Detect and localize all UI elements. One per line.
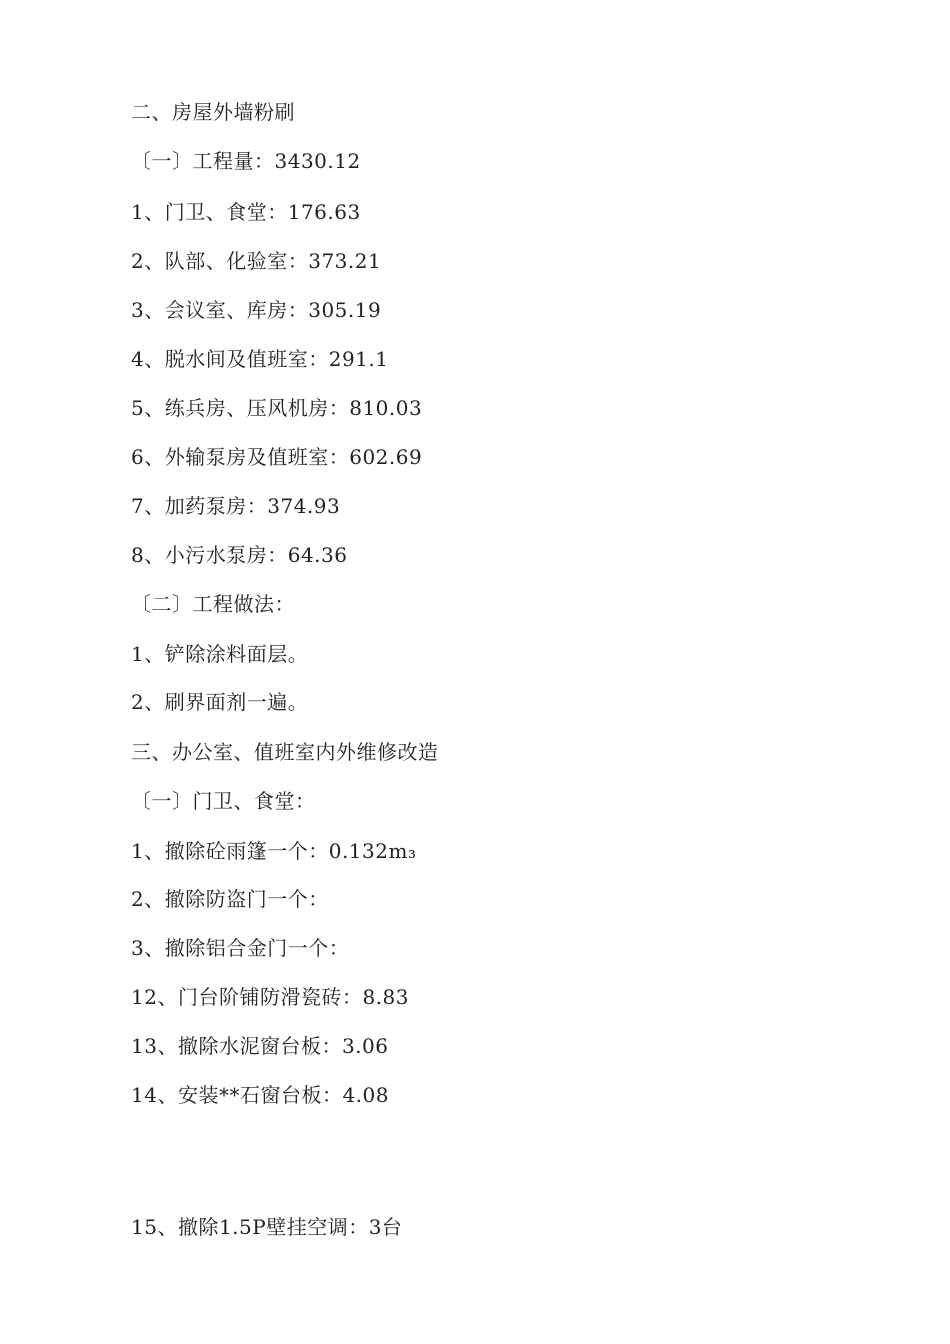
list-item: 8、小污水泵房：64.36 — [131, 543, 348, 567]
list-item: 13、撤除水泥窗台板：3.06 — [131, 1034, 389, 1058]
section-heading-office-renovation: 三、办公室、值班室内外维修改造 — [131, 740, 439, 764]
list-item: 1、撤除砼雨篷一个：0.132m₃ — [131, 839, 417, 863]
list-item: 1、门卫、食堂：176.63 — [131, 200, 361, 224]
list-item: 6、外输泵房及值班室：602.69 — [131, 445, 423, 469]
subheading-gatehouse-canteen: 〔一〕门卫、食堂： — [131, 789, 316, 813]
subheading-quantity: 〔一〕工程量：3430.12 — [131, 149, 361, 173]
list-item: 5、练兵房、压风机房：810.03 — [131, 396, 423, 420]
list-item: 1、铲除涂料面层。 — [131, 642, 309, 666]
list-item: 4、脱水间及值班室：291.1 — [131, 347, 389, 371]
list-item: 15、撤除1.5P壁挂空调：3台 — [131, 1215, 403, 1239]
list-item: 2、队部、化验室：373.21 — [131, 249, 382, 273]
section-heading-exterior-wall: 二、房屋外墙粉刷 — [131, 100, 295, 124]
list-item: 3、会议室、库房：305.19 — [131, 298, 382, 322]
list-item: 12、门台阶铺防滑瓷砖：8.83 — [131, 985, 409, 1009]
list-item: 2、刷界面剂一遍。 — [131, 690, 309, 714]
list-item: 7、加药泵房：374.93 — [131, 494, 341, 518]
list-item: 3、撤除铝合金门一个： — [131, 936, 350, 960]
list-item: 14、安装**石窗台板：4.08 — [131, 1083, 389, 1107]
subheading-method: 〔二〕工程做法： — [131, 592, 295, 616]
list-item: 2、撤除防盗门一个： — [131, 887, 329, 911]
